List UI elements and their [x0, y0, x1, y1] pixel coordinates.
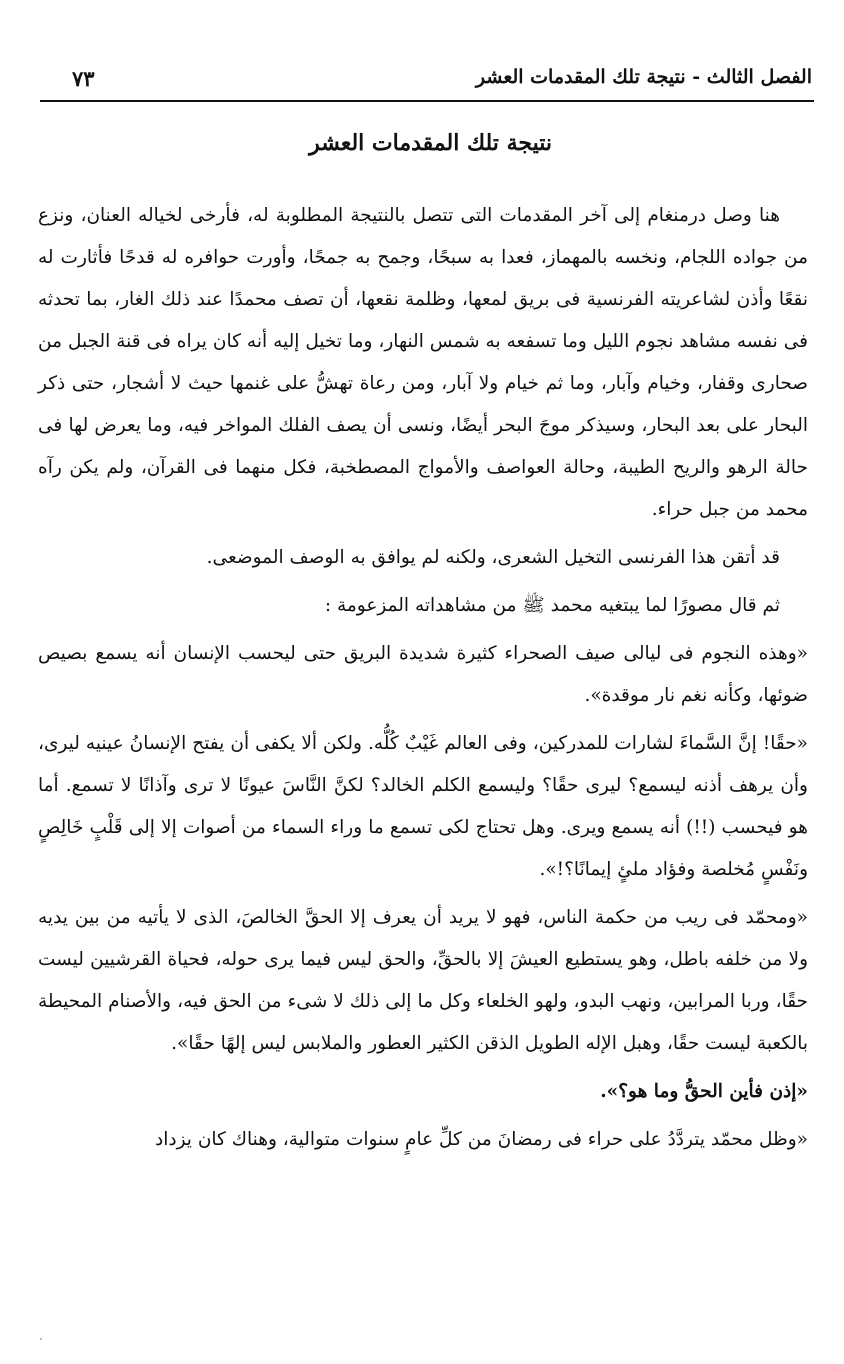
header-rule	[40, 100, 814, 102]
paragraph: هنا وصل درمنغام إلى آخر المقدمات التى تتصل بالنتيجة المطلوبة له، فأرخى لخياله العنان، ونزع من جواده اللجام، ونخسه بالمهماز، فعدا به سبحًا، وجمح به جمحًا، وأورت حوافره له قدحًا فأثارت له نقعًا وأذن لشاعريته الفرنسية فى بريق لمعها، وظلمة نقعها، أن تصف محمدًا عند ذلك الغار، بما تحدثه فى نفسه مشاهد نجوم الليل وما تسفعه به شمس النهار، وما تخيل إليه أنه كان يراه فى قنة الجبل من صحارى وقفار، وخيام وآبار، وما ثم خيام ولا آبار، ومن رعاة تهشُّ على غنمها حيث لا أشجار، حتى ذكر البحار على بعد البحار، وسيذكر موجَ البحر أيضًا، ونسى أن يصف الفلك المواخر فيه، وما يعرض لها فى حالة الرهو والريح الطيبة، وحالة العواصف والأمواج المصطخبة، فكل منهما فى القرآن، ولم يكن رآه محمد من جبل حراء.	[38, 205, 808, 520]
quote-paragraph: «ومحمّد فى ريب من حكمة الناس، فهو لا يريد أن يعرف إلا الحقَّ الخالصَ، الذى لا يأتيه من بين يديه ولا من خلفه باطل، وهو يستطيع العيشَ إلا بالحقِّ، والحق ليس فيما يرى حوله، فحياة القرشيين ليست حقًا، وربا المرابين، ونهب البدو، ولهو الخلعاء وكل ما إلى ذلك لا شىء من الحق فيه، والأصنام المحيطة بالكعبة ليست حقًا، وهبل الإله الطويل الذقن الكثير العطور والملابس ليس إلهًا حقًا».	[38, 907, 808, 1054]
scan-speck	[40, 1338, 42, 1340]
paragraph: قد أتقن هذا الفرنسى التخيل الشعرى، ولكنه لم يوافق به الوصف الموضعى.	[206, 547, 780, 568]
quote-question: «إذن فأين الحقُّ وما هو؟».	[600, 1081, 808, 1102]
paragraph: ثم قال مصورًا لما يبتغيه محمد ﷺ من مشاهداته المزعومة :	[324, 595, 780, 616]
page-number: ٧٣	[72, 66, 95, 91]
quote-paragraph: «حقًا! إنَّ السَّماءَ لشارات للمدركين، وفى العالم غَيْبٌ كُلُّه. ولكن ألا يكفى أن يفتح الإنسانُ عينيه ليرى، وأن يرهف أذنه ليسمع؟ ليرى حقًا؟ وليسمع الكلم الخالد؟ لكنَّ النَّاسَ عيونًا لا ترى وآذانًا لا تسمع. أما هو فيحسب (!!) أنه يسمع ويرى. وهل تحتاج لكى تسمع ما وراء السماء من أصوات إلا إلى قَلْبٍ خَالِصٍ ونَفْسٍ مُخلصة وفؤاد ملئٍ إيمانًا؟!».	[38, 733, 808, 880]
chapter-title: نتيجة تلك المقدمات العشر	[309, 130, 552, 156]
quote-paragraph: «وظل محمّد يتردَّدُ على حراء فى رمضانَ من كلِّ عامٍ سنوات متوالية، وهناك كان يزداد	[154, 1129, 808, 1150]
body-text	[38, 195, 808, 1167]
running-title: الفصل الثالث - نتيجة تلك المقدمات العشر	[475, 66, 812, 88]
page-header	[42, 62, 812, 98]
quote-paragraph: «وهذه النجوم فى ليالى صيف الصحراء كثيرة شديدة البريق حتى ليحسب الإنسان أنه يسمع بصيص ضوئها، وكأنه نغم نار موقدة».	[38, 643, 808, 706]
